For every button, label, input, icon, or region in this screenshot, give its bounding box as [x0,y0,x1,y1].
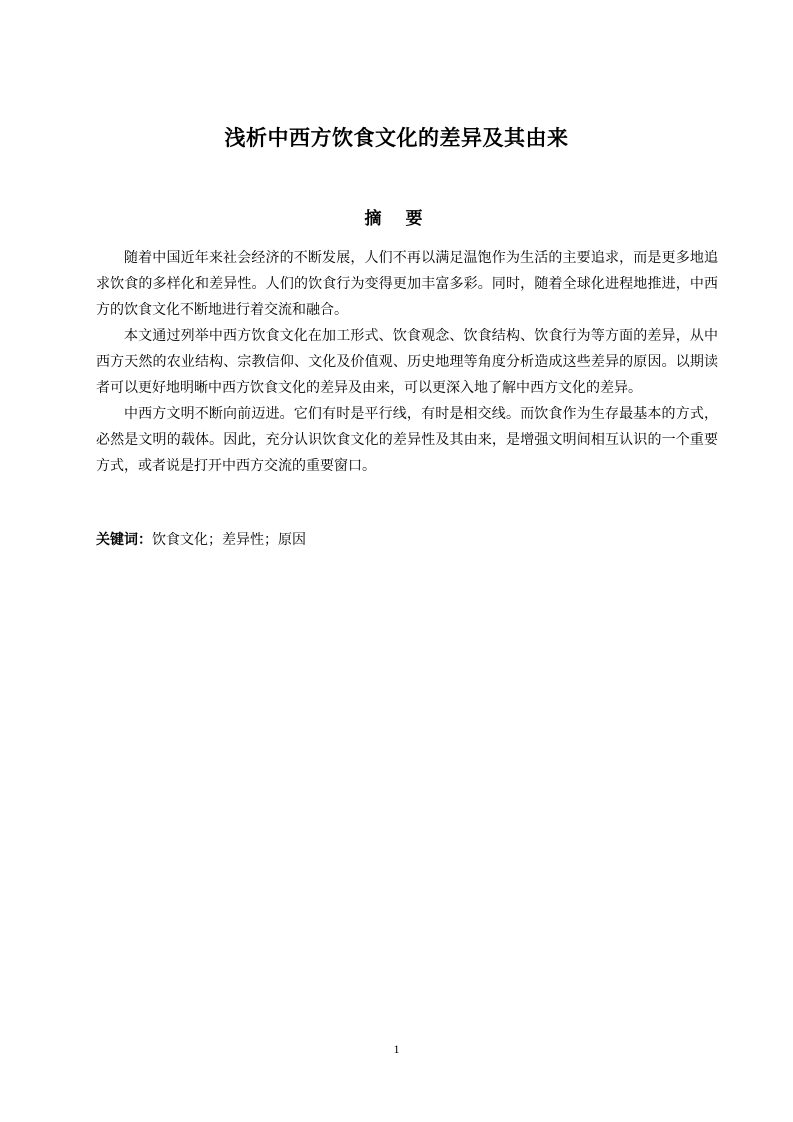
page-number: 1 [393,1042,400,1056]
abstract-heading: 摘 要 [364,209,429,229]
abstract-paragraph-3: 中西方文明不断向前迈进。它们有时是平行线，有时是相交线。而饮食作为生存最基本的方式，必然是文明的载体。因此，充分认识饮食文化的差异性及其由来，是增强文明间相互认识的一个重要方式，或者说是打开中西方交流的重要窗口。 [96,406,718,474]
keywords-line [96,528,718,552]
keywords-text: 饮食文化；差异性；原因 [152,532,306,548]
abstract-paragraph-2: 本文通过列举中西方饮食文化在加工形式、饮食观念、饮食结构、饮食行为等方面的差异，从中西方天然的农业结构、宗教信仰、文化及价值观、历史地理等角度分析造成这些差异的原因。以期读者可以更好地明晰中西方饮食文化的差异及由来，可以更深入地了解中西方文化的差异。 [96,328,718,396]
page-title: 浅析中西方饮食文化的差异及其由来 [224,126,569,150]
abstract-paragraph-1: 随着中国近年来社会经济的不断发展，人们不再以满足温饱作为生活的主要追求，而是更多地追求饮食的多样化和差异性。人们的饮食行为变得更加丰富多彩。同时，随着全球化进程地推进，中西方的饮食文化不断地进行着交流和融合。 [96,250,718,318]
keywords-label: 关键词： [96,532,152,548]
abstract-body [96,245,718,479]
